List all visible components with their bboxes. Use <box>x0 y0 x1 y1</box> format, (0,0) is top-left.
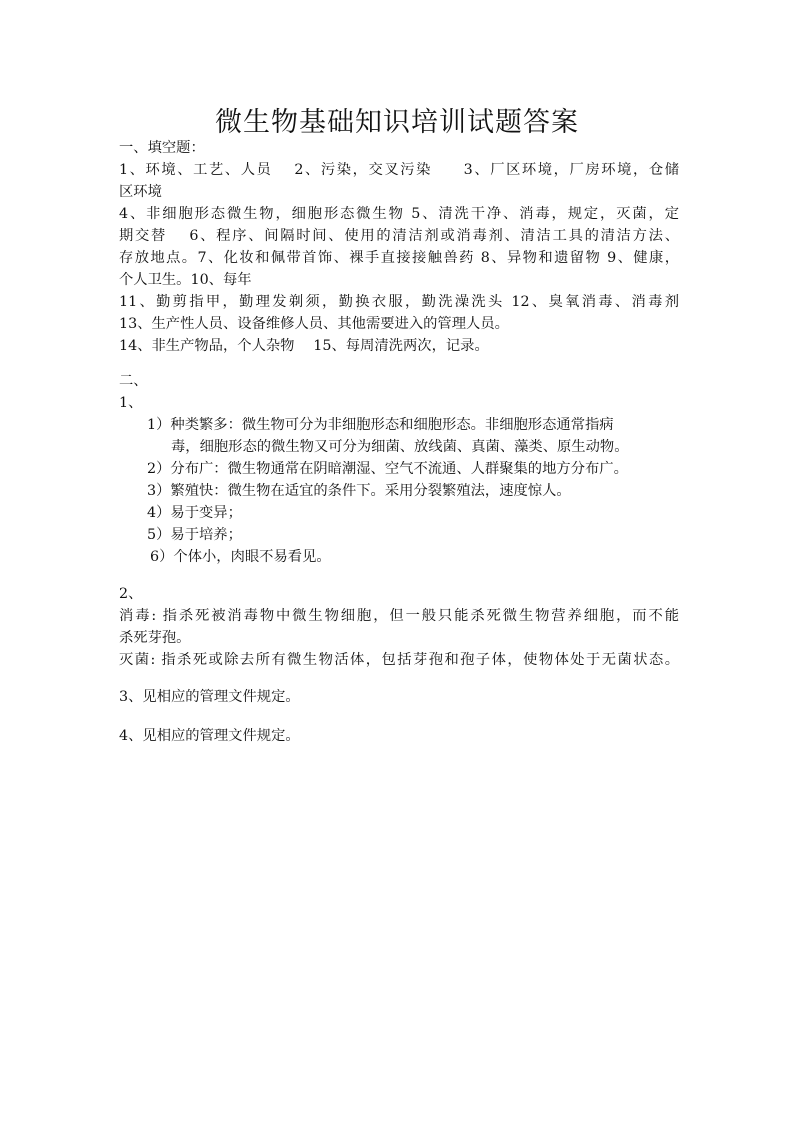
document-title: 微生物基础知识培训试题答案 <box>215 107 579 138</box>
q1-item: 2）分布广：微生物通常在阴暗潮湿、空气不流通、人群聚集的地方分布广。 <box>147 461 628 477</box>
q2-line: 灭菌: 指杀死或除去所有微生物活体，包括芽孢和孢子体，使物体处于无菌状态。 <box>119 652 679 668</box>
section2-heading: 二、 <box>119 373 148 389</box>
q1-label: 1、 <box>119 395 143 411</box>
q2-line: 消毒: 指杀死被消毒物中微生物细胞，但一般只能杀死微生物营养细胞，而不能 <box>119 608 679 624</box>
q2-label: 2、 <box>119 586 143 602</box>
q1-item: 毒，细胞形态的微生物又可分为细菌、放线菌、真菌、藻类、原生动物。 <box>171 439 629 455</box>
section1-line: 11、勤剪指甲，勤理发剃须，勤换衣服，勤洗澡洗头 12、臭氧消毒、消毒剂 <box>119 294 679 310</box>
q4-answer: 4、见相应的管理文件规定。 <box>119 728 300 744</box>
q1-item: 5）易于培养； <box>147 527 242 543</box>
q2-line: 杀死芽孢。 <box>119 630 191 646</box>
section1-line: 4、非细胞形态微生物，细胞形态微生物 5、清洗干净、消毒，规定，灭菌，定 <box>119 206 679 222</box>
section1-line: 区环境 <box>119 184 162 200</box>
section1-line: 14、非生产物品，个人杂物 15、每周清洗两次，记录。 <box>119 338 489 354</box>
section1-line: 期交替 6、程序、间隔时间、使用的清洁剂或消毒剂、清洁工具的清洁方法、 <box>119 228 679 244</box>
section1-line: 个人卫生。10、每年 <box>119 272 252 288</box>
section1-line: 13、生产性人员、设备维修人员、其他需要进入的管理人员。 <box>119 316 509 332</box>
section1-heading: 一、填空题： <box>119 140 205 156</box>
section1-line: 1、环境、工艺、人员 2、污染，交叉污染 3、厂区环境，厂房环境，仓储 <box>119 162 679 178</box>
q1-item: 1）种类繁多：微生物可分为非细胞形态和细胞形态。非细胞形态通常指病 <box>147 417 614 433</box>
q1-item: 4）易于变异； <box>147 505 242 521</box>
q1-item: 6）个体小，肉眼不易看见。 <box>150 549 331 565</box>
section1-line: 存放地点。7、化妆和佩带首饰、裸手直接接触兽药 8、异物和遗留物 9、健康， <box>119 250 679 266</box>
q3-answer: 3、见相应的管理文件规定。 <box>119 689 300 705</box>
q1-item: 3）繁殖快：微生物在适宜的条件下。采用分裂繁殖法，速度惊人。 <box>147 483 571 499</box>
